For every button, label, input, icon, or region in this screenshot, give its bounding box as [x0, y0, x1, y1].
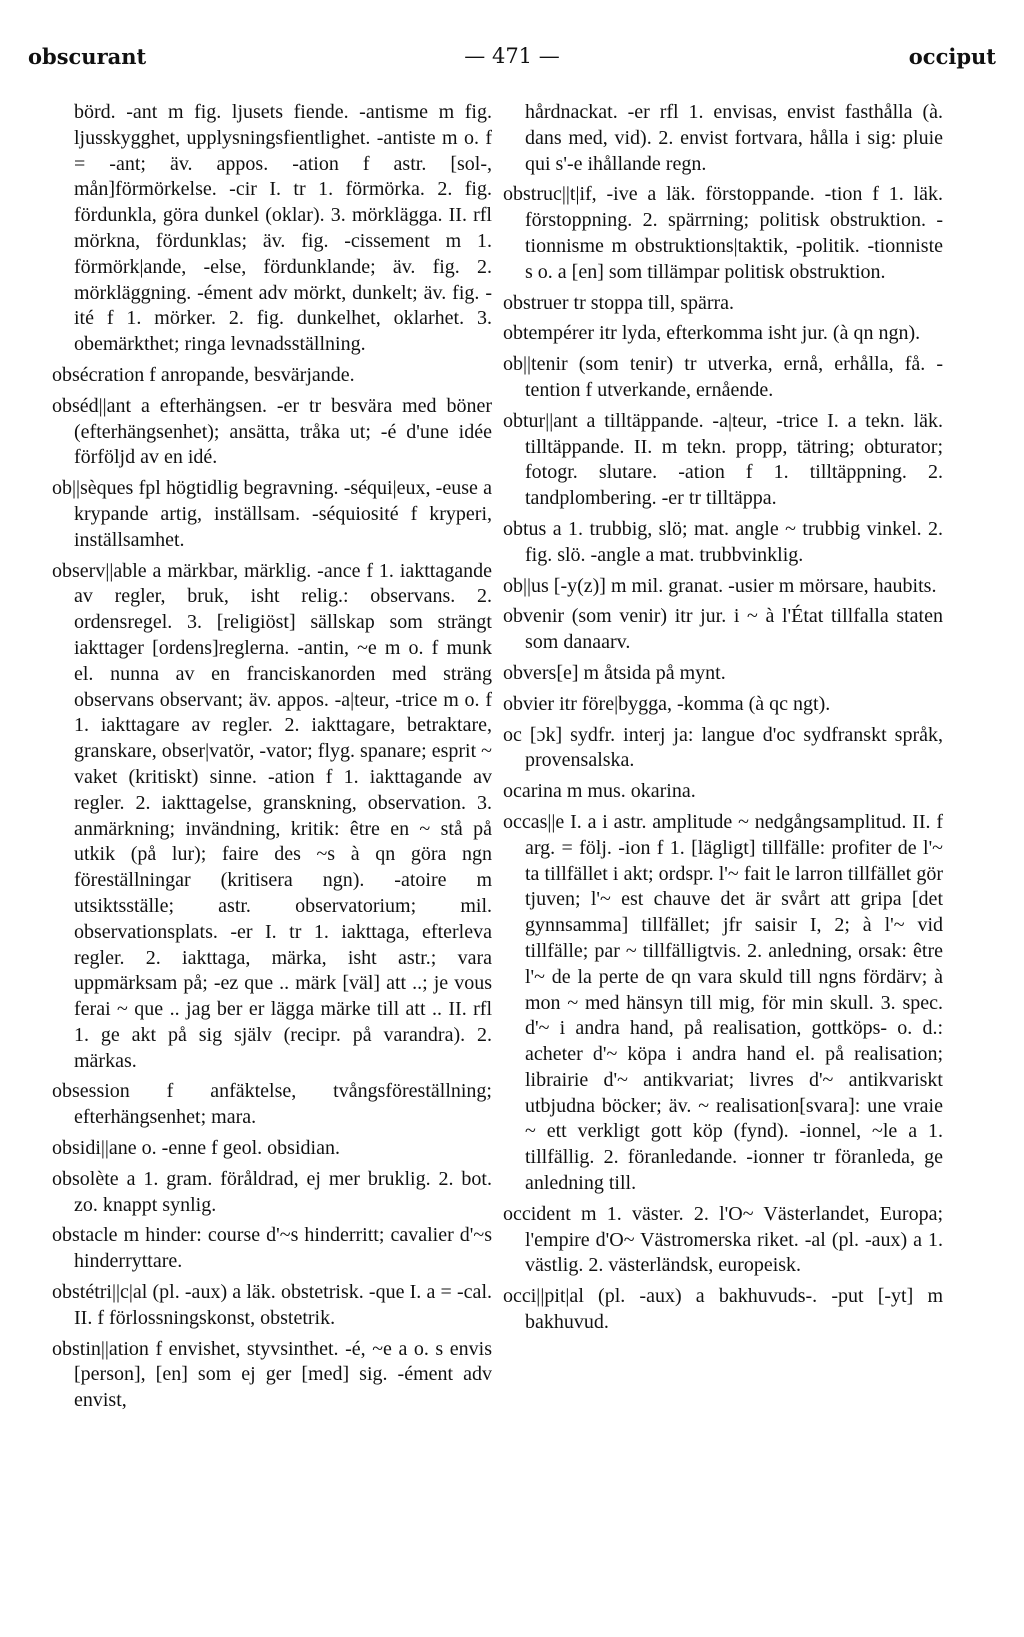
dictionary-entry: observ||able a märkbar, märklig. -ance f 1. iakttagande av regler, bruk, isht relig.: observans. 2. ordensregel. 3. [religiöst] sällskap som strängt iakttager [ordens]reglerna. -antin, ~e m o. f munk el. nunna av en franciskanorden med sträng observans observant; äv. appos. -a|teur, -trice m o. f 1. iakttagare av regler. 2. iakttagare, betraktare, granskare, obser|vatör, -vator; flyg. spanare; esprit ~ vaket (kritiskt) sinne. -ation f 1. iakttagande av regler. 2. iakttagelse, granskning, observation. 3. anmärkning; invändning, kritik: être en ~ stå på utkik (på lur); faire des ~s à qn göra ngn föreställningar (kritisera ngn). -atoire m utsiktsställe; astr. observatorium; mil. observationsplats. -er I. tr 1. iakttaga, efterleva regler. 2. iakttaga, märka, isht astr.; vara uppmärksam på; -ez que .. märk [väl] att ..; je vous ferai ~ que .. jag ber er lägga märke till att .. II. rfl 1. ge akt på sig själv (recipr. på varandra). 2. märkas.	[52, 559, 492, 1072]
dictionary-entry: oc [ɔk] sydfr. interj ja: langue d'oc sydfranskt språk, provensalska.	[503, 723, 943, 772]
dictionary-entry: obstruc||t|if, -ive a läk. förstoppande. -tion f 1. läk. förstoppning. 2. spärrning; politisk obstruktion. -tionnisme m obstruktions|taktik, -politik. -tionniste s o. a [en] som tillämpar politisk obstruktion.	[503, 183, 943, 283]
left-column	[52, 100, 492, 1620]
dictionary-entry: ob||sèques fpl högtidlig begravning. -séqui|eux, -euse a krypande artig, inställsam. -séquiosité f kryperi, inställsamhet.	[52, 477, 492, 551]
dictionary-entry: obséd||ant a efterhängsen. -er tr besvära med böner (efterhängsenhet); ansätta, tråka ut; -é d'une idée förföljd av en idé.	[52, 394, 492, 469]
dictionary-entry: obsession f anfäktelse, tvångsföreställning; efterhängsenhet; mara.	[52, 1080, 492, 1129]
dictionary-entry: obvier itr före|bygga, -komma (à qc ngt).	[503, 692, 831, 715]
dictionary-entry: occas||e I. a i astr. amplitude ~ nedgångsamplitud. II. f arg. = följ. -ion f 1. [lägligt] tillfälle: profiter de l'~ ta tillfället i akt; ordspr. l'~ fait le larron tillfället gör tjuven; l'~ est chauve det är svårt att gripa [det gynnsamma] tillfället; jfr saisir I, 2; à l'~ vid tillfälle; par ~ tillfälligtvis. 2. anledning, orsak: être l'~ de la perte de qn vara skuld till ngns fördärv; à mon ~ med hänsyn till mig, för min skull. 3. spec. d'~ i andra hand, på realisation, gottköps- o. d.: acheter d'~ köpa i andra hand el. på realisation; librairie d'~ antikvariat; livres d'~ antikvariskt utbjudna böcker; äv. ~ realisation[svara]: une vraie ~ ett verkligt gott köp (fynd). -ionnel, ~le a 1. tillfällig. 2. föranledande. -ionner tr föranleda, ge anledning till.	[503, 810, 943, 1195]
right-column	[503, 100, 943, 1620]
dictionary-entry: obvers[e] m åtsida på mynt.	[503, 661, 726, 684]
dictionary-entry: obtur||ant a tilltäppande. -a|teur, -trice I. a tekn. läk. tilltäppande. II. m tekn. propp, tätring; obturator; fotogr. slutare. -ation f 1. tilltäppning. 2. tandplombering. -er tr tilltäppa.	[503, 409, 943, 510]
header-last-word: occiput	[908, 44, 996, 69]
dictionary-entry: obsécration f anropande, besvärjande.	[52, 363, 355, 386]
dictionary-entry: ocarina m mus. okarina.	[503, 780, 696, 803]
dictionary-entry: occident m 1. väster. 2. l'O~ Västerlandet, Europa; l'empire d'O~ Västromerska riket. -al (pl. -aux) a 1. västlig. 2. västerländsk, europeisk.	[503, 1202, 943, 1277]
page-number: — 471 —	[464, 44, 560, 68]
dictionary-entry: obsolète a 1. gram. föråldrad, ej mer bruklig. 2. bot. zo. knappt synlig.	[52, 1167, 492, 1216]
dictionary-entry: obtus a 1. trubbig, slö; mat. angle ~ trubbig vinkel. 2. fig. slö. -angle a mat. trubbvinklig.	[503, 517, 943, 566]
dictionary-entry: obsidi||ane o. -enne f geol. obsidian.	[52, 1137, 340, 1160]
header-first-word: obscurant	[28, 44, 147, 69]
dictionary-entry: ob||tenir (som tenir) tr utverka, ernå, erhålla, få. -tention f utverkande, ernående.	[503, 353, 943, 401]
dictionary-entry: obstin||ation f envishet, styvsinthet. -é, ~e a o. s envis [person], [en] som ej ger [med] sig. -ément adv envist,	[52, 1337, 492, 1412]
dictionary-entry: hårdnackat. -er rfl 1. envisas, envist fasthålla (à. dans med, vid). 2. envist fortvara, hålla i sig: pluie qui s'-e ihållande regn.	[525, 101, 943, 175]
dictionary-entry: occi||pit|al (pl. -aux) a bakhuvuds-. -put [-yt] m bakhuvud.	[503, 1285, 943, 1334]
page-header	[28, 44, 996, 84]
dictionary-entry: obstacle m hinder: course d'~s hinderritt; cavalier d'~s hinderryttare.	[52, 1224, 492, 1273]
dictionary-entry: obstruer tr stoppa till, spärra.	[503, 291, 735, 314]
dictionary-entry: obvenir (som venir) itr jur. i ~ à l'État tillfalla staten som danaarv.	[503, 605, 943, 654]
dictionary-entry: ob||us [-y(z)] m mil. granat. -usier m mörsare, haubits.	[503, 574, 937, 597]
dictionary-entry: obstétri||c|al (pl. -aux) a läk. obstetrisk. -que I. a = -cal. II. f förlossningskonst, obstetrik.	[52, 1281, 492, 1329]
dictionary-entry: obtempérer itr lyda, efterkomma isht jur. (à qn ngn).	[503, 322, 921, 345]
dictionary-entry: börd. -ant m fig. ljusets fiende. -antisme m fig. ljusskygghet, upplysningsfientlighet. -antiste m o. f = -ant; äv. appos. -ation f astr. [sol-, mån]förmörkelse. -cir I. tr 1. förmörka. 2. fig. fördunkla, göra dunkel (oklar). 3. mörklägga. II. rfl mörkna, fördunklas; äv. fig. -cissement m 1. förmörk|ande, -else, fördunklande; äv. fig. 2. mörkläggning. -ément adv mörkt, dunkelt; äv. fig. -ité f 1. mörker. 2. fig. dunkelhet, oklarhet. 3. obemärkthet; ringa levnadsställning.	[74, 101, 492, 356]
